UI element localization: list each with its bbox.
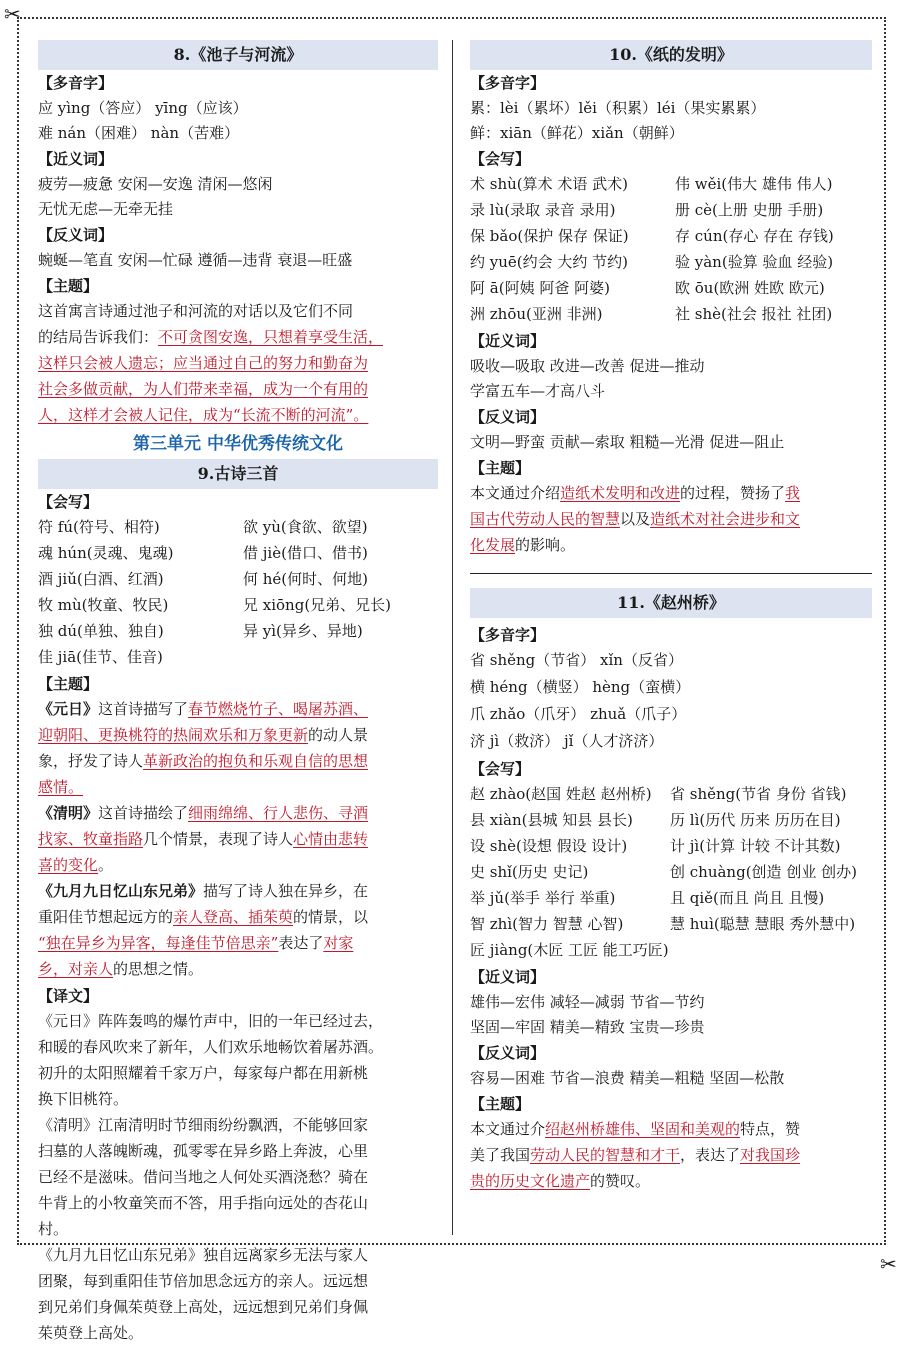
synonym-heading: 【近义词】 <box>470 968 546 986</box>
write-item: 欲 yù(食欲、欲望) <box>243 518 368 536</box>
write-item: 县 xiàn(县城 知县 县长) <box>470 811 633 829</box>
theme-paragraph <box>38 299 438 429</box>
theme-text: 描写了诗人独在异乡，在 <box>203 882 369 900</box>
antonym-line: 容易—困难 节省—浪费 精美—粗糙 坚固—松散 <box>470 1069 785 1087</box>
theme-highlight: 造纸术对社会进步和文 <box>650 510 801 528</box>
theme-highlight: 乡，对亲人 <box>38 960 114 978</box>
theme-heading: 【主题】 <box>38 277 99 295</box>
theme-text: 这首诗描绘了 <box>98 804 189 822</box>
write-item: 保 bǎo(保护 保存 保证) <box>470 227 629 245</box>
theme-paragraph <box>470 1117 872 1195</box>
theme-paragraph <box>38 697 438 983</box>
theme-text: 的思想之情。 <box>113 960 204 978</box>
theme-highlight: 心情由悲转 <box>293 830 369 848</box>
theme-highlight: 不可贪图安逸，只想着享受生活， <box>158 328 384 346</box>
write-item: 伟 wěi(伟大 雄伟 伟人) <box>675 175 833 193</box>
synonym-line: 学富五车—才高八斗 <box>470 382 606 400</box>
theme-highlight: 对我国珍 <box>740 1146 801 1164</box>
write-item <box>243 645 438 671</box>
polyphone-heading: 【多音字】 <box>470 74 546 92</box>
translation-line: 和暖的春风吹来了新年，人们欢乐地畅饮着屠苏酒。 <box>38 1038 384 1056</box>
translation-line: 换下旧桃符。 <box>38 1090 129 1108</box>
theme-highlight: 找家、牧童指路 <box>38 830 144 848</box>
polyphone-line: 横 héng（横竖） hèng（蛮横） <box>470 678 691 696</box>
translation-line: 村。 <box>38 1220 69 1238</box>
lesson-10-title: 10.《纸的发明》 <box>470 40 872 70</box>
theme-highlight: 劳动人民的智慧和才干 <box>530 1146 681 1164</box>
polyphone-heading: 【多音字】 <box>38 74 114 92</box>
translation-line: 初升的太阳照耀着千家万户，每家每户都在用新桃 <box>38 1064 369 1082</box>
write-heading: 【会写】 <box>38 493 99 511</box>
theme-highlight: 对家 <box>323 934 354 952</box>
write-item: 约 yuē(约会 大约 节约) <box>470 253 629 271</box>
unit-3-heading: 第三单元 中华优秀传统文化 <box>133 434 343 454</box>
write-item: 佳 jiā(佳节、佳音) <box>38 648 163 666</box>
theme-highlight: “独在异乡为异客，每逢佳节倍思亲” <box>38 934 279 952</box>
theme-text: 的情景，以 <box>293 908 369 926</box>
write-item: 牧 mù(牧童、牧民) <box>38 596 169 614</box>
synonym-line: 无忧无虑—无牵无挂 <box>38 200 174 218</box>
poem-title: 《元日》 <box>38 700 99 718</box>
poem-title: 《清明》 <box>38 804 99 822</box>
polyphone-line: 难 nán（困难） nàn（苦难） <box>38 124 240 142</box>
theme-text: 特点，赞 <box>740 1120 801 1138</box>
theme-highlight: 人，这样才会被人记住，成为“长流不断的河流”。 <box>38 406 369 424</box>
theme-text: 美了我国 <box>470 1146 531 1164</box>
scissors-icon: ✂ <box>4 2 21 26</box>
write-grid <box>38 515 438 671</box>
theme-text: 的结局告诉我们： <box>38 328 159 346</box>
write-item: 符 fú(符号、相符) <box>38 518 160 536</box>
theme-highlight: 革新政治的抱负和乐观自信的思想 <box>143 752 369 770</box>
theme-highlight: 感情。 <box>38 778 84 796</box>
lesson-8-title: 8.《池子与河流》 <box>38 40 438 70</box>
right-column <box>470 40 872 1195</box>
write-item: 何 hé(何时、何地) <box>243 570 369 588</box>
column-divider <box>452 40 453 1235</box>
theme-highlight: 国古代劳动人民的智慧 <box>470 510 621 528</box>
antonym-line: 文明—野蛮 贡献—索取 粗糙—光滑 促进—阻止 <box>470 433 785 451</box>
synonym-heading: 【近义词】 <box>470 332 546 350</box>
write-item: 且 qiě(而且 尚且 且慢) <box>670 889 825 907</box>
theme-text: 的赞叹。 <box>590 1172 651 1190</box>
lesson-11-title: 11.《赵州桥》 <box>470 588 872 618</box>
polyphone-line: 省 shěng（节省） xǐn（反省） <box>470 651 683 669</box>
scissors-icon: ✂ <box>880 1252 897 1276</box>
synonym-line: 吸收—吸取 改进—改善 促进—推动 <box>470 357 705 375</box>
translation-line: 牛背上的小牧童笑而不答，用手指向远处的杏花山 <box>38 1194 369 1212</box>
write-heading: 【会写】 <box>470 760 531 778</box>
theme-highlight: 喜的变化 <box>38 856 99 874</box>
theme-paragraph <box>470 481 872 559</box>
write-item: 洲 zhōu(亚洲 非洲) <box>470 305 603 323</box>
write-item: 历 lì(历代 历来 历历在目) <box>670 811 841 829</box>
antonym-heading: 【反义词】 <box>38 226 114 244</box>
theme-highlight: 造纸术发明和改进 <box>560 484 681 502</box>
polyphone-line: 应 yìng（答应） yīng（应该） <box>38 99 248 117</box>
write-item: 赵 zhào(赵国 姓赵 赵州桥) <box>470 785 652 803</box>
theme-text: 本文通过介 <box>470 1120 546 1138</box>
theme-highlight: 迎朝阳、更换桃符的热闹欢乐和万象更新 <box>38 726 309 744</box>
write-item: 独 dú(单独、独自) <box>38 622 164 640</box>
section-separator <box>470 573 872 574</box>
write-item: 省 shěng(节省 身份 省钱) <box>670 785 847 803</box>
write-item: 计 jì(计算 计较 不计其数) <box>670 837 841 855</box>
theme-highlight: 春节燃烧竹子、喝屠苏酒、 <box>188 700 369 718</box>
theme-text: 以及 <box>620 510 651 528</box>
theme-text: 的过程，赞扬了 <box>680 484 786 502</box>
write-item: 举 jǔ(举手 举行 举重) <box>470 889 616 907</box>
antonym-heading: 【反义词】 <box>470 408 546 426</box>
write-item: 匠 jiàng(木匠 工匠 能工巧匠) <box>470 941 669 959</box>
translation-line: 《清明》江南清明时节细雨纷纷飘洒，不能够回家 <box>38 1116 369 1134</box>
translation-line: 《元日》阵阵轰鸣的爆竹声中，旧的一年已经过去， <box>38 1012 384 1030</box>
theme-text: 几个情景，表现了诗人 <box>143 830 294 848</box>
theme-text: 的影响。 <box>515 536 576 554</box>
write-item <box>670 938 875 964</box>
left-column <box>38 40 438 1347</box>
lesson-9-title: 9.古诗三首 <box>38 459 438 489</box>
theme-text: 重阳佳节想起远方的 <box>38 908 174 926</box>
theme-text: 这首寓言诗通过池子和河流的对话以及它们不同 <box>38 302 354 320</box>
theme-text: 的动人景 <box>308 726 369 744</box>
synonym-line: 雄伟—宏伟 减轻—减弱 节省—节约 <box>470 993 705 1011</box>
theme-heading: 【主题】 <box>470 459 531 477</box>
write-grid <box>470 782 872 964</box>
write-item: 欧 ōu(欧洲 姓欧 欧元) <box>675 279 825 297</box>
theme-highlight: 亲人登高、插茱萸 <box>173 908 294 926</box>
synonym-heading: 【近义词】 <box>38 150 114 168</box>
synonym-line: 坚固—牢固 精美—精致 宝贵—珍贵 <box>470 1018 705 1036</box>
theme-text: 表达了 <box>278 934 324 952</box>
polyphone-line: 爪 zhǎo（爪牙） zhuǎ（爪子） <box>470 705 687 723</box>
polyphone-line: 鲜：xiān（鲜花）xiǎn（朝鲜） <box>470 124 684 142</box>
theme-highlight: 绍赵州桥雄伟、坚固和美观的 <box>545 1120 741 1138</box>
write-item: 社 shè(社会 报社 社团) <box>675 305 833 323</box>
theme-highlight: 细雨绵绵、行人悲伤、寻酒 <box>188 804 369 822</box>
poem-title: 《九月九日忆山东兄弟》 <box>38 882 204 900</box>
write-item: 慧 huì(聪慧 慧眼 秀外慧中) <box>670 915 856 933</box>
write-item: 阿 ā(阿姨 阿爸 阿婆) <box>470 279 610 297</box>
write-item: 魂 hún(灵魂、鬼魂) <box>38 544 174 562</box>
theme-highlight: 社会多做贡献，为人们带来幸福，成为一个有用的 <box>38 380 369 398</box>
translation-line: 到兄弟们身佩茱萸登上高处，远远想到兄弟们身佩 <box>38 1298 369 1316</box>
antonym-heading: 【反义词】 <box>470 1044 546 1062</box>
theme-heading: 【主题】 <box>38 675 99 693</box>
polyphone-line: 累：lèi（累坏）lěi（积累）léi（果实累累） <box>470 99 766 117</box>
write-item: 兄 xiōng(兄弟、兄长) <box>243 596 392 614</box>
translation-line: 茱萸登上高处。 <box>38 1324 144 1342</box>
theme-text: 这首诗描写了 <box>98 700 189 718</box>
translation-line: 已经不是滋味。借问当地之人何处买酒浇愁？骑在 <box>38 1168 369 1186</box>
write-item: 借 jiè(借口、借书) <box>243 544 368 562</box>
theme-text: 。 <box>98 856 114 874</box>
write-item: 录 lù(录取 录音 录用) <box>470 201 616 219</box>
polyphone-heading: 【多音字】 <box>470 626 546 644</box>
synonym-line: 疲劳—疲惫 安闲—安逸 清闲—悠闲 <box>38 175 273 193</box>
write-item: 酒 jiǔ(白酒、红酒) <box>38 570 164 588</box>
theme-text: 本文通过介绍 <box>470 484 561 502</box>
translation-heading: 【译文】 <box>38 987 99 1005</box>
write-item: 术 shù(算术 术语 武术) <box>470 175 629 193</box>
theme-highlight: 化发展 <box>470 536 516 554</box>
write-item: 异 yì(异乡、异地) <box>243 622 363 640</box>
translation-line: 《九月九日忆山东兄弟》独自远离家乡无法与家人 <box>38 1246 369 1264</box>
translation-line: 团聚，每到重阳佳节倍加思念远方的亲人。远远想 <box>38 1272 369 1290</box>
theme-text: ，表达了 <box>680 1146 741 1164</box>
write-heading: 【会写】 <box>470 150 531 168</box>
theme-text: 象，抒发了诗人 <box>38 752 144 770</box>
antonym-line: 蜿蜒—笔直 安闲—忙碌 遵循—违背 衰退—旺盛 <box>38 251 353 269</box>
write-item: 智 zhì(智力 智慧 心智) <box>470 915 624 933</box>
translation-paragraph <box>38 1009 438 1347</box>
write-item: 册 cè(上册 史册 手册) <box>675 201 824 219</box>
write-item: 设 shè(设想 假设 设计) <box>470 837 628 855</box>
translation-line: 扫墓的人落魄断魂，孤零零在异乡路上奔波，心里 <box>38 1142 369 1160</box>
write-item: 存 cún(存心 存在 存钱) <box>675 227 834 245</box>
write-item: 验 yàn(验算 验血 经验) <box>675 253 834 271</box>
theme-heading: 【主题】 <box>470 1095 531 1113</box>
write-item: 创 chuàng(创造 创业 创办) <box>670 863 857 881</box>
write-grid <box>470 172 872 328</box>
theme-highlight: 我 <box>785 484 801 502</box>
write-item: 史 shǐ(历史 史记) <box>470 863 589 881</box>
theme-highlight: 这样只会被人遗忘；应当通过自己的努力和勤奋为 <box>38 354 369 372</box>
polyphone-line: 济 jì（救济） jǐ（人才济济） <box>470 732 664 750</box>
theme-highlight: 贵的历史文化遗产 <box>470 1172 591 1190</box>
